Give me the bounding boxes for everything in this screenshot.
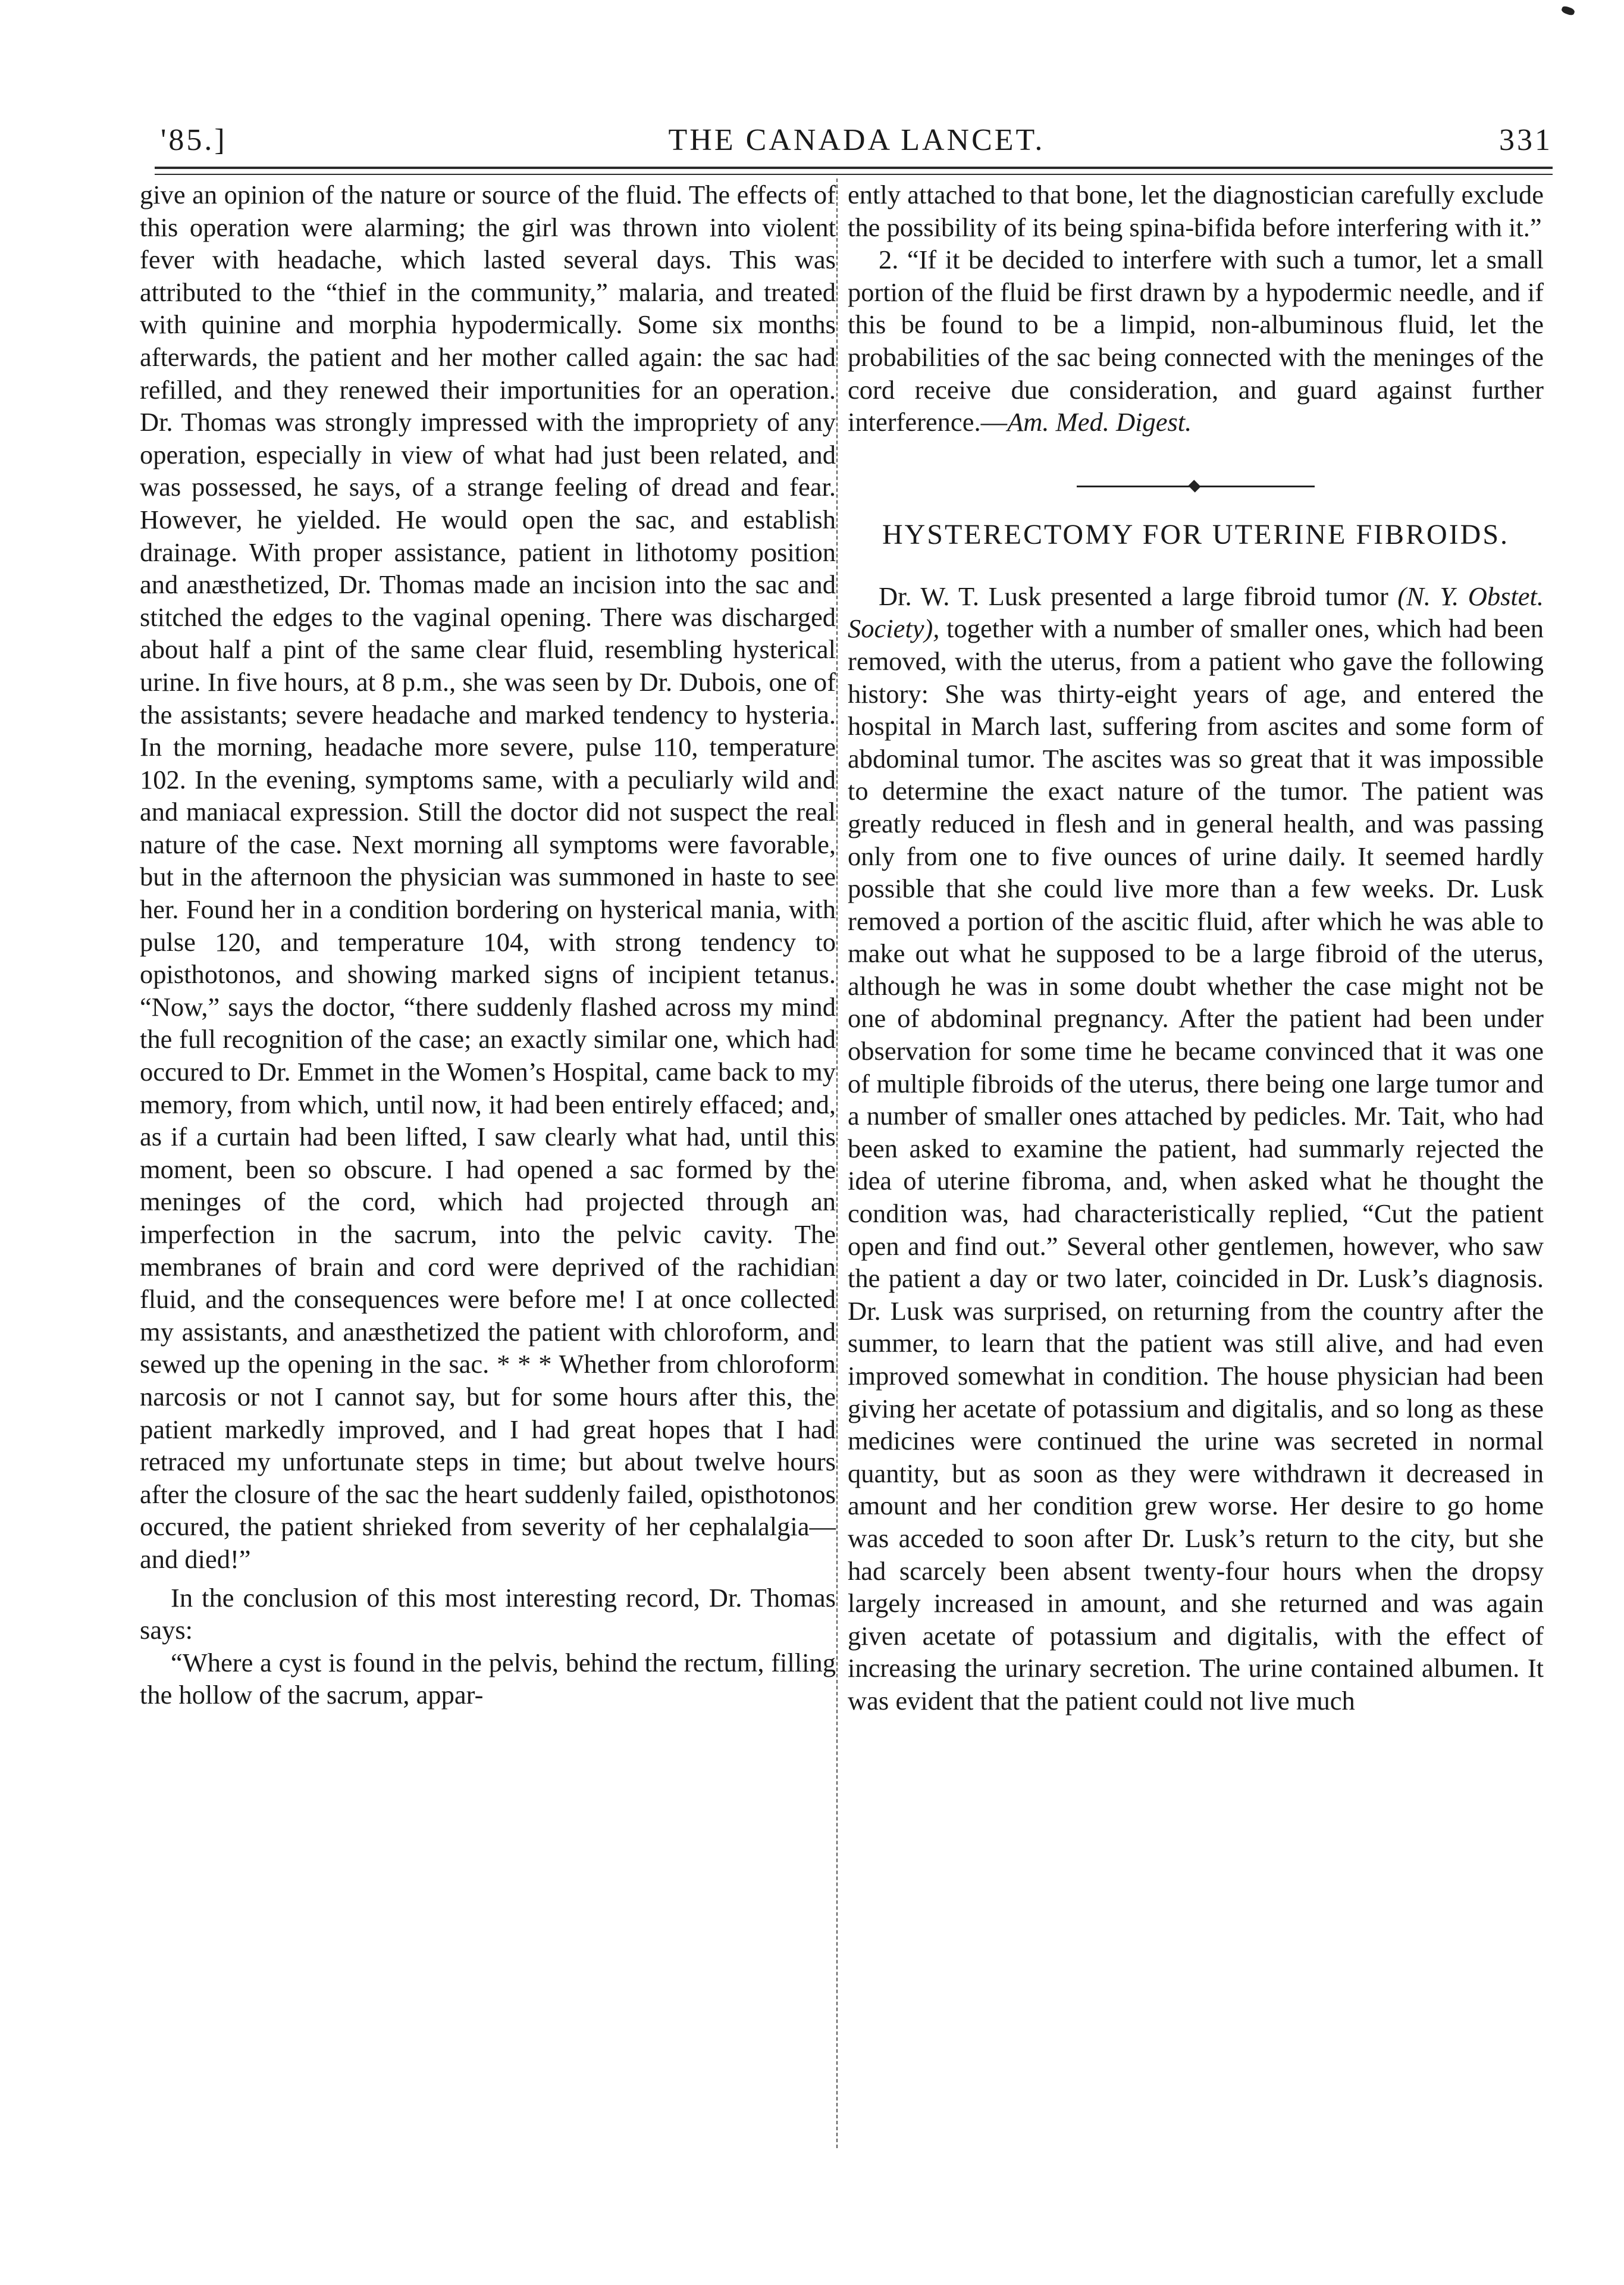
right-column bbox=[848, 179, 1544, 1717]
right-paragraph-1: ently attached to that bone, let the diagnostician carefully exclude the possibility of its being spina-bifida before interfering with it.” bbox=[848, 180, 1544, 242]
left-paragraph-2: In the conclusion of this most interesting record, Dr. Thomas says: bbox=[140, 1582, 836, 1645]
header-year: '85.] bbox=[161, 123, 227, 157]
column-divider bbox=[836, 179, 838, 2148]
ornament-diamond bbox=[1188, 480, 1200, 492]
page-number: 331 bbox=[1499, 123, 1553, 157]
journal-title: THE CANADA LANCET. bbox=[668, 123, 1045, 157]
citation-source: Am. Med. Digest. bbox=[1007, 407, 1192, 437]
header-rule-thin bbox=[155, 174, 1553, 175]
section-ornament bbox=[1077, 480, 1315, 492]
right-paragraph-2 bbox=[848, 243, 1544, 439]
corner-mark bbox=[1561, 5, 1576, 17]
article-heading: HYSTERECTOMY FOR UTERINE FIBROIDS. bbox=[882, 518, 1510, 550]
header-rule-thick bbox=[155, 167, 1553, 169]
article-source: (N. Y. Obstet. Society), bbox=[848, 581, 1544, 644]
article-body bbox=[848, 580, 1544, 1717]
left-column bbox=[140, 179, 836, 1711]
left-paragraph-3: “Where a cyst is found in the pelvis, behind the rectum, filling the hollow of the sacrum, appar- bbox=[140, 1647, 836, 1710]
article-body-text: together with a number of smaller ones, which had been removed, with the uterus, from a patient who gave the following history: She was thirty-eight years of age, and entered the hospital in March last, suffering from ascites and some form of abdominal tumor. The ascites was so great that it was impossible to determine the exact nature of the tumor. The patient was greatly reduced in flesh and in general health, and was passing only from one to five ounces of urine daily. It seemed hardly possible that she could live more than a few weeks. Dr. Lusk removed a portion of the ascitic fluid, after which he was able to make out what he supposed to be a large fibroid of the uterus, although he was in some doubt whether the case might not be one of abdominal pregnancy. After the patient had been under observation for some time he became convinced that it was one of multiple fibroids of the uterus, there being one large tumor and a number of smaller ones attached by pedicles. Mr. Tait, who had been asked to examine the patient, had summarly rejected the idea of uterine fibroma, and, when asked what he thought the condition was, had characteristically replied, “Cut the patient open and find out.” Several other gentlemen, however, who saw the patient a day or two later, coincided in Dr. Lusk’s diagnosis. Dr. Lusk was surprised, on returning from the country after the summer, to learn that the patient was still alive, and had even improved somewhat in condition. The house physician had been giving her acetate of potassium and digitalis, and so long as these medicines were continued the urine was secreted in normal quantity, but as soon as they were withdrawn it decreased in amount and her condition grew worse. Her desire to go home was acceded to soon after Dr. Lusk’s return to the city, but she had scarcely been absent twenty-four hours when the dropsy largely increased in amount, and she returned and was again given acetate of potassium and digitalis, with the effect of increasing the urinary secretion. The urine contained albumen. It was evident that the patient could not live much bbox=[848, 613, 1544, 1716]
left-paragraph-1: give an opinion of the nature or source of the fluid. The effects of this operation were alarming; the girl was thrown into violent fever with headache, which lasted several days. This was attributed to the “thief in the community,” malaria, and treated with quinine and morphia hypodermically. Some six months afterwards, the patient and her mother called again: the sac had refilled, and they renewed their importunities for an operation. Dr. Thomas was strongly impressed with the impropriety of any operation, especially in view of what had just been related, and was possessed, he says, of a strange feeling of dread and fear. However, he yielded. He would open the sac, and establish drainage. With proper assistance, patient in lithotomy position and anæsthetized, Dr. Thomas made an incision into the sac and stitched the edges to the vaginal opening. There was discharged about half a pint of the same clear fluid, resembling hysterical urine. In five hours, at 8 p.m., she was seen by Dr. Dubois, one of the assistants; severe headache and marked tendency to hysteria. In the morning, headache more severe, pulse 110, temperature 102. In the evening, symptoms same, with a peculiarly wild and and maniacal expression. Still the doctor did not suspect the real nature of the case. Next morning all symptoms were favorable, but in the afternoon the physician was summoned in haste to see her. Found her in a condition bordering on hysterical mania, with pulse 120, and temperature 104, with strong tendency to opisthotonos, and showing marked signs of incipient tetanus. “Now,” says the doctor, “there suddenly flashed across my mind the full recognition of the case; an exactly similar one, which had occured to Dr. Emmet in the Women’s Hospital, came back to my memory, from which, until now, it had been entirely effaced; and, as if a curtain had been lifted, I saw clearly what had, until this moment, been so obscure. I had opened a sac formed by the meninges of the cord, which had projected through an imperfection in the sacrum, into the pelvic cavity. The membranes of brain and cord were deprived of the rachidian fluid, and the consequences were before me! I at once collected my assistants, and anæsthetized the patient with chloroform, and sewed up the opening in the sac. * * * Whether from chloroform narcosis or not I cannot say, but for some hours after this, the patient markedly improved, and I had great hopes that I had retraced my unfortunate steps in time; but about twelve hours after the closure of the sac the heart suddenly failed, opisthotonos occured, the patient shrieked from severity of her cephalalgia—and died!” bbox=[140, 180, 836, 1574]
running-header bbox=[161, 117, 1553, 164]
article-body-lead: Dr. W. T. Lusk presented a large fibroid tumor bbox=[879, 581, 1398, 611]
right-paragraph-2-text: 2. “If it be decided to interfere with such a tumor, let a small portion of the fluid be first drawn by a hypodermic needle, and if this be found to be a limpid, non-albuminous fluid, let the probabilities of the sac being connected with the meninges of the cord receive due consideration, and guard against further interference.— bbox=[848, 245, 1544, 437]
